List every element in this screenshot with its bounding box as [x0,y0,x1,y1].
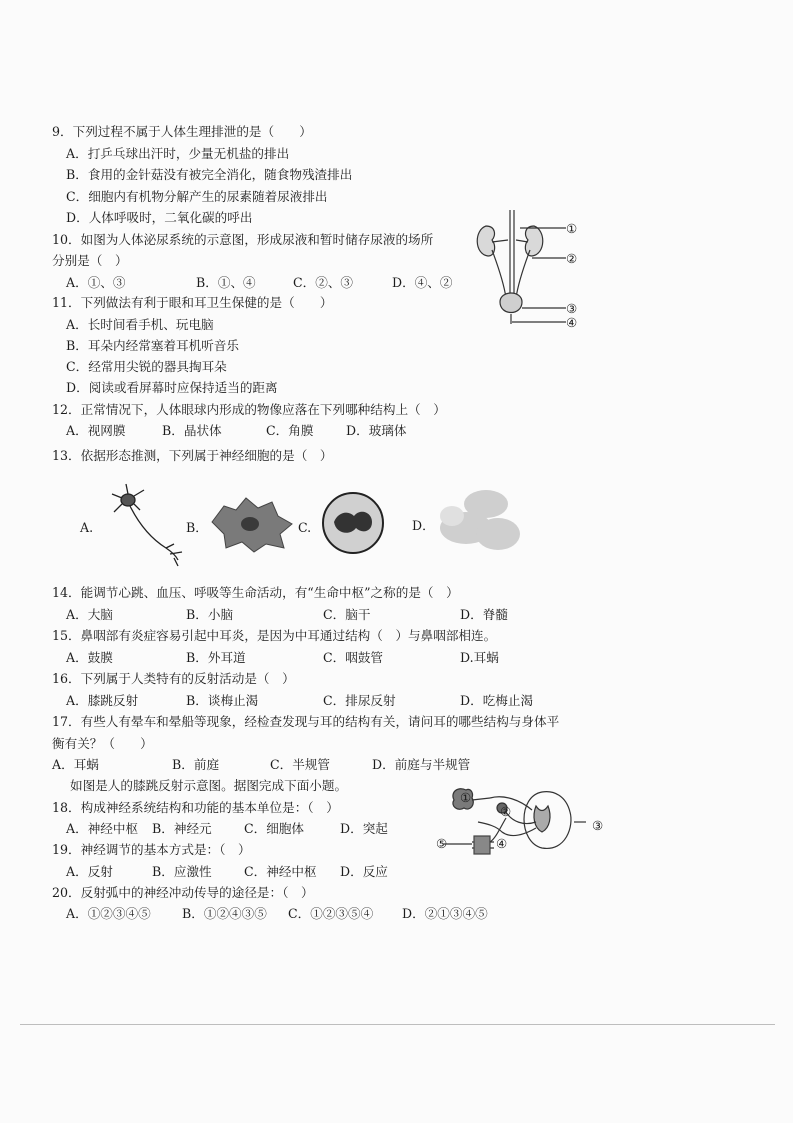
q17-option-b: B．前庭 [172,757,220,772]
q15-option-b: B．外耳道 [186,650,246,665]
q16-stem: 16．下列属于人类特有的反射活动是（ ） [52,671,295,686]
q17-stem-line1: 17．有些人有晕车和晕船等现象，经检查发现与耳的结构有关，请问耳的哪些结构与身体平 [52,714,560,729]
q18-stem: 18．构成神经系统结构和功能的基本单位是：（ ） [52,800,339,815]
q18-option-a: A．神经中枢 [66,821,139,836]
q9-option-a: A．打乒乓球出汗时，少量无机盐的排出 [66,146,290,161]
q15-option-d: D.耳蜗 [460,650,499,665]
q11-option-a: A．长时间看手机、玩电脑 [66,317,214,332]
q20-option-a: A．①②③④⑤ [66,906,151,921]
q9-option-d: D．人体呼吸时，二氧化碳的呼出 [66,210,253,225]
q18-option-c: C．细胞体 [244,821,305,836]
bottom-rule [20,1024,775,1025]
reflex-label-3: ③ [592,818,604,833]
q14-option-b: B．小脑 [186,607,234,622]
q18-option-b: B．神经元 [152,821,212,836]
q20-option-b: B．①②④③⑤ [182,906,267,921]
q12-option-c: C．角膜 [266,423,314,438]
q20-option-d: D．②①③④⑤ [402,906,488,921]
q11-option-b: B．耳朵内经常塞着耳机听音乐 [66,338,239,353]
q13-option-d: D． [412,518,435,533]
urinary-label-1: ① [566,221,578,236]
q13-option-b: B． [186,520,208,535]
q16-option-c: C．排尿反射 [323,693,396,708]
q13-option-c: C. [298,520,312,535]
q10-stem-line1: 10．如图为人体泌尿系统的示意图，形成尿液和暂时储存尿液的场所 [52,232,434,247]
urinary-label-3: ③ [566,301,578,316]
q11-stem: 11．下列做法有利于眼和耳卫生保健的是（ ） [52,295,333,310]
q16-option-d: D．吃梅止渴 [460,693,534,708]
q16-option-b: B．谈梅止渴 [186,693,259,708]
neuron-figure [104,482,188,568]
reflex-label-2: ② [500,804,512,819]
q10-option-b: B．①、④ [196,275,256,290]
reflex-label-4: ④ [496,836,508,851]
q14-stem: 14．能调节心跳、血压、呼吸等生命活动，有“生命中枢”之称的是（ ） [52,585,459,600]
q12-option-d: D．玻璃体 [346,423,407,438]
q14-option-d: D．脊髓 [460,607,508,622]
q10-option-d: D．④、② [392,275,453,290]
q9-option-b: B．食用的金针菇没有被完全消化，随食物残渣排出 [66,167,353,182]
urinary-label-2: ② [566,251,578,266]
q15-option-a: A．鼓膜 [66,650,113,665]
q11-option-c: C．经常用尖锐的器具掏耳朵 [66,359,227,374]
q19-stem: 19．神经调节的基本方式是：（ ） [52,842,251,857]
q12-option-a: A．视网膜 [66,423,126,438]
q12-option-b: B．晶状体 [162,423,222,438]
q12-stem: 12．正常情况下，人体眼球内形成的物像应落在下列哪种结构上（ ） [52,402,446,417]
q19-option-a: A．反射 [66,864,113,879]
urinary-label-4: ④ [566,315,578,330]
q15-option-c: C．咽鼓管 [323,650,384,665]
irregular-cell-figure [206,494,296,554]
q9-stem: 9．下列过程不属于人体生理排泄的是（ ） [52,124,312,139]
q20-stem: 20．反射弧中的神经冲动传导的途径是：（ ） [52,885,314,900]
q16-option-a: A．膝跳反射 [66,693,139,708]
reflex-label-5: ⑤ [436,836,448,851]
q13-stem: 13．依据形态推测，下列属于神经细胞的是（ ） [52,448,333,463]
q13-option-a: A. [80,520,94,535]
cell-cluster-figure [436,486,524,558]
q10-stem-line2: 分别是（ ） [52,253,128,268]
blood-cell-figure [320,490,386,556]
q14-option-c: C．脑干 [323,607,371,622]
q18-option-d: D．突起 [340,821,388,836]
q15-stem: 15．鼻咽部有炎症容易引起中耳炎，是因为中耳通过结构（ ）与鼻咽部相连。 [52,628,497,643]
q10-option-a: A．①、③ [66,275,126,290]
q19-option-c: C．神经中枢 [244,864,317,879]
q9-option-c: C．细胞内有机物分解产生的尿素随着尿液排出 [66,189,328,204]
reflex-label-1: ① [460,790,472,805]
q14-option-a: A．大脑 [66,607,113,622]
q17-option-c: C．半规管 [270,757,331,772]
q10-option-c: C．②、③ [293,275,354,290]
reflex-intro: 如图是人的膝跳反射示意图。据图完成下面小题。 [70,778,348,793]
q17-option-d: D．前庭与半规管 [372,757,471,772]
q19-option-d: D．反应 [340,864,388,879]
q17-option-a: A．耳蜗 [52,757,99,772]
q20-option-c: C．①②③⑤④ [288,906,374,921]
q11-option-d: D．阅读或看屏幕时应保持适当的距离 [66,380,278,395]
q17-stem-line2: 衡有关？（ ） [52,736,153,751]
q19-option-b: B．应激性 [152,864,212,879]
